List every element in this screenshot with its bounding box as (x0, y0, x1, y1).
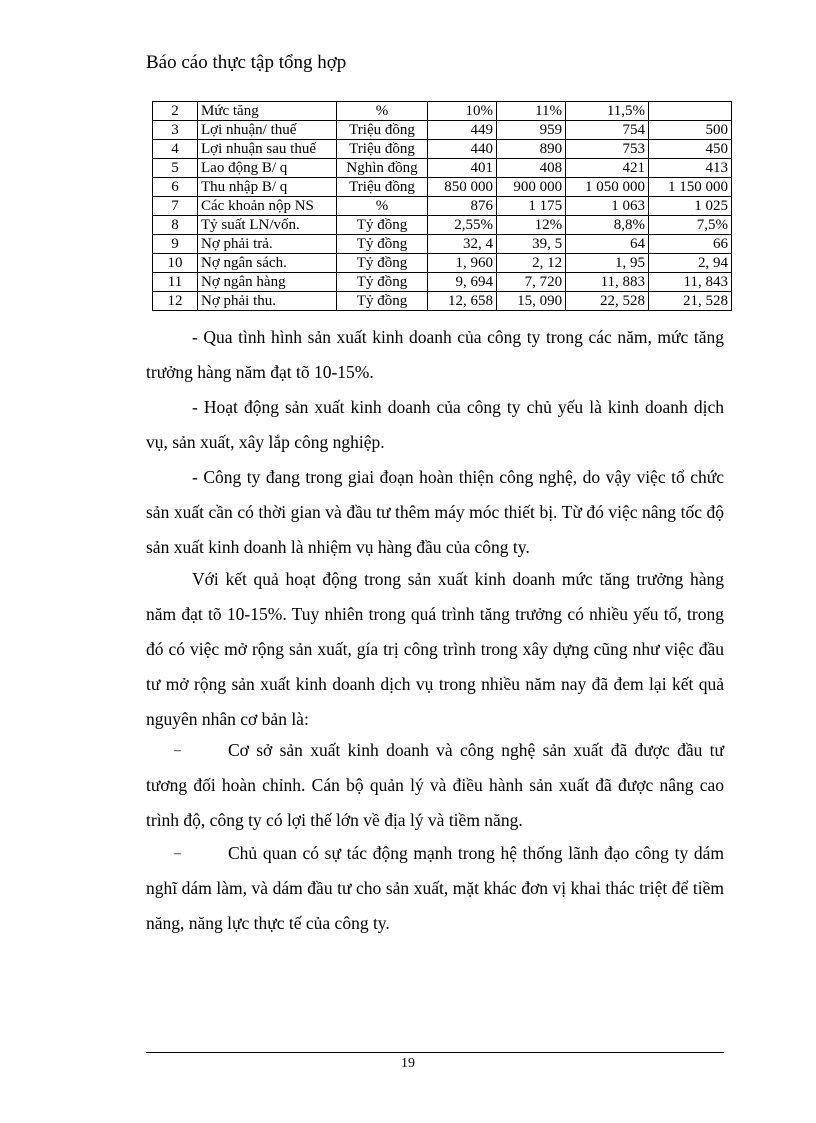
cell-unit: Nghìn đồng (337, 159, 428, 178)
cell-value-year-2: 2, 12 (497, 254, 566, 273)
cell-value-year-2: 1 175 (497, 197, 566, 216)
cell-value-year-3: 11,5% (566, 102, 649, 121)
paragraph-1-text: - Qua tình hình sản xuất kinh doanh của công ty trong các năm, mức tăng trưởng hàng năm đạt tõ 10-15%. (146, 327, 724, 382)
cell-row-number: 5 (153, 159, 198, 178)
paragraph-3 (146, 460, 724, 565)
table-row (153, 121, 732, 140)
cell-value-year-4: 11, 843 (649, 273, 732, 292)
cell-value-year-3: 753 (566, 140, 649, 159)
cell-value-year-4 (649, 102, 732, 121)
bullet-item-1-text: Cơ sở sản xuất kinh doanh và công nghệ sản xuất đã được đầu tư tương đối hoàn chỉnh. Cán bộ quản lý và điều hành sản xuất đã được nâng cao trình độ, công ty có lợi thế lớn về địa lý và tiềm năng. (146, 740, 724, 830)
cell-item-name: Lợi nhuận sau thuế (198, 140, 337, 159)
paragraph-1 (146, 320, 724, 390)
cell-value-year-2: 900 000 (497, 178, 566, 197)
paragraph-2 (146, 390, 724, 460)
cell-value-year-4: 413 (649, 159, 732, 178)
cell-row-number: 7 (153, 197, 198, 216)
cell-item-name: Nợ ngân sách. (198, 254, 337, 273)
bullet-item-2-text: Chủ quan có sự tác động mạnh trong hệ thống lãnh đạo công ty dám nghĩ dám làm, và dám đầu tư cho sản xuất, mặt khác đơn vị khai thác triệt để tiềm năng, năng lực thực tế của công ty. (146, 843, 724, 933)
cell-row-number: 4 (153, 140, 198, 159)
cell-value-year-3: 1, 95 (566, 254, 649, 273)
cell-value-year-1: 1, 960 (428, 254, 497, 273)
paragraph-3-text: - Công ty đang trong giai đoạn hoàn thiện công nghệ, do vậy việc tổ chức sản xuất cần có thời gian và đầu tư thêm máy móc thiết bị. Từ đó việc nâng tốc độ sản xuất kinh doanh là nhiệm vụ hàng đầu của công ty. (146, 467, 724, 557)
cell-value-year-2: 890 (497, 140, 566, 159)
cell-value-year-2: 7, 720 (497, 273, 566, 292)
cell-value-year-4: 500 (649, 121, 732, 140)
table-row (153, 197, 732, 216)
table-row (153, 216, 732, 235)
cell-value-year-1: 12, 658 (428, 292, 497, 311)
cell-item-name: Nợ phải trả. (198, 235, 337, 254)
cell-unit: Tỷ đồng (337, 235, 428, 254)
cell-value-year-2: 11% (497, 102, 566, 121)
bullet-item-2 (146, 836, 724, 941)
cell-item-name: Nợ ngân hàng (198, 273, 337, 292)
cell-unit: Triệu đồng (337, 178, 428, 197)
cell-unit: Triệu đồng (337, 140, 428, 159)
cell-value-year-4: 21, 528 (649, 292, 732, 311)
cell-item-name: Lao động B/ q (198, 159, 337, 178)
cell-item-name: Nợ phải thu. (198, 292, 337, 311)
cell-value-year-3: 8,8% (566, 216, 649, 235)
cell-value-year-3: 22, 528 (566, 292, 649, 311)
cell-value-year-2: 959 (497, 121, 566, 140)
cell-item-name: Mức tăng (198, 102, 337, 121)
cell-value-year-4: 7,5% (649, 216, 732, 235)
cell-value-year-1: 449 (428, 121, 497, 140)
cell-item-name: Thu nhập B/ q (198, 178, 337, 197)
cell-row-number: 12 (153, 292, 198, 311)
cell-value-year-3: 64 (566, 235, 649, 254)
cell-unit: % (337, 197, 428, 216)
cell-value-year-2: 39, 5 (497, 235, 566, 254)
table-row (153, 254, 732, 273)
cell-unit: Tỷ đồng (337, 254, 428, 273)
cell-unit: % (337, 102, 428, 121)
paragraph-2-text: - Hoạt động sản xuất kinh doanh của công ty chủ yếu là kinh doanh dịch vụ, sản xuất, xây lắp công nghiệp. (146, 397, 724, 452)
table-row (153, 159, 732, 178)
cell-unit: Tỷ đồng (337, 216, 428, 235)
cell-value-year-1: 401 (428, 159, 497, 178)
cell-value-year-1: 2,55% (428, 216, 497, 235)
cell-item-name: Tỷ suất LN/vốn. (198, 216, 337, 235)
cell-value-year-2: 15, 090 (497, 292, 566, 311)
bullet-marker: – (174, 846, 181, 861)
page-header-title: Báo cáo thực tập tổng hợp (146, 52, 347, 73)
cell-unit: Triệu đồng (337, 121, 428, 140)
cell-value-year-4: 1 025 (649, 197, 732, 216)
cell-row-number: 11 (153, 273, 198, 292)
cell-value-year-4: 66 (649, 235, 732, 254)
cell-value-year-3: 754 (566, 121, 649, 140)
cell-item-name: Các khoản nộp NS (198, 197, 337, 216)
cell-value-year-1: 32, 4 (428, 235, 497, 254)
cell-row-number: 9 (153, 235, 198, 254)
table-row (153, 273, 732, 292)
cell-unit: Tỷ đồng (337, 273, 428, 292)
cell-value-year-1: 850 000 (428, 178, 497, 197)
cell-value-year-3: 1 050 000 (566, 178, 649, 197)
cell-value-year-1: 10% (428, 102, 497, 121)
cell-value-year-3: 1 063 (566, 197, 649, 216)
cell-value-year-2: 12% (497, 216, 566, 235)
cell-value-year-3: 11, 883 (566, 273, 649, 292)
table-row (153, 102, 732, 121)
paragraph-4-text: Với kết quả hoạt động trong sản xuất kinh doanh mức tăng trưởng hàng năm đạt tõ 10-15%. Tuy nhiên trong quá trình tăng trưởng có nhiều yếu tố, trong đó có việc mở rộng sản xuất, gía trị công trình trong xây dựng cũng như việc đầu tư mở rộng sản xuất kinh doanh dịch vụ trong nhiều năm nay đã đem lại kết quả nguyên nhân cơ bản là: (146, 569, 724, 729)
cell-value-year-4: 1 150 000 (649, 178, 732, 197)
paragraph-4 (146, 562, 724, 737)
table-row (153, 140, 732, 159)
cell-unit: Tỷ đồng (337, 292, 428, 311)
cell-value-year-2: 408 (497, 159, 566, 178)
cell-value-year-3: 421 (566, 159, 649, 178)
table-row (153, 292, 732, 311)
cell-value-year-4: 2, 94 (649, 254, 732, 273)
bullet-marker: – (174, 743, 181, 758)
cell-item-name: Lợi nhuận/ thuế (198, 121, 337, 140)
financial-table (152, 101, 732, 311)
page-number: 19 (401, 1056, 415, 1071)
cell-value-year-1: 9, 694 (428, 273, 497, 292)
cell-row-number: 2 (153, 102, 198, 121)
table-row (153, 235, 732, 254)
cell-row-number: 8 (153, 216, 198, 235)
cell-row-number: 10 (153, 254, 198, 273)
cell-value-year-4: 450 (649, 140, 732, 159)
cell-row-number: 6 (153, 178, 198, 197)
cell-value-year-1: 440 (428, 140, 497, 159)
footer-divider (146, 1052, 724, 1053)
cell-row-number: 3 (153, 121, 198, 140)
table-row (153, 178, 732, 197)
bullet-item-1 (146, 733, 724, 838)
cell-value-year-1: 876 (428, 197, 497, 216)
